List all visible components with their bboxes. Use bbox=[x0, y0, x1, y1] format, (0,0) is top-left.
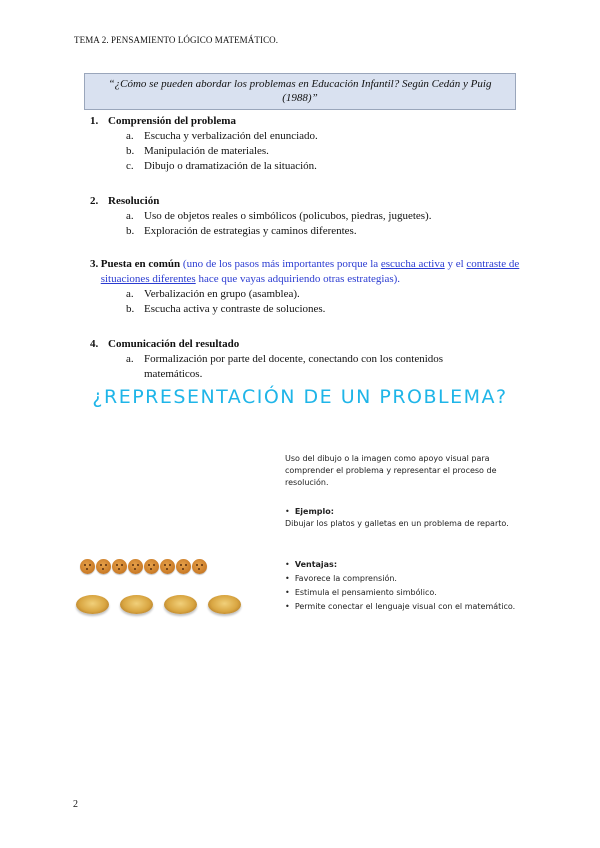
example-label: Ejemplo: bbox=[294, 507, 334, 516]
section-title: ¿REPRESENTACIÓN DE UN PROBLEMA? bbox=[92, 386, 508, 408]
sub-letter: a. bbox=[126, 130, 134, 142]
plate-icon bbox=[164, 595, 197, 614]
step-note-pre: (uno de los pasos más importantes porque la bbox=[180, 258, 381, 270]
sub-letter: a. bbox=[126, 353, 134, 365]
quote-line-1: “¿Cómo se pueden abordar los problemas en Educación Infantil? Según Cedán y Puig bbox=[108, 78, 492, 90]
cookie-icon bbox=[176, 559, 191, 574]
advantages-label: Ventajas: bbox=[294, 560, 338, 569]
page-header: TEMA 2. PENSAMIENTO LÓGICO MATEMÁTICO. bbox=[74, 35, 279, 45]
step-3-text bbox=[101, 257, 530, 287]
step-3 bbox=[90, 257, 530, 317]
cookie-icon bbox=[112, 559, 127, 574]
step-number: 4. bbox=[90, 338, 99, 350]
sub-letter: c. bbox=[126, 160, 134, 172]
plate-icon bbox=[76, 595, 109, 614]
step-4 bbox=[90, 337, 530, 382]
cookie-icon bbox=[80, 559, 95, 574]
step-note-post: hace que vayas adquiriendo otras estrategias). bbox=[195, 273, 401, 285]
step-title: Resolución bbox=[108, 195, 160, 207]
cookie-icon bbox=[128, 559, 143, 574]
plates-illustration bbox=[76, 595, 241, 614]
page-number: 2 bbox=[73, 799, 78, 810]
sub-text: Dibujo o dramatización de la situación. bbox=[144, 160, 317, 172]
panel-example: • Ejemplo: Dibujar los platos y galletas en un problema de reparto. bbox=[285, 506, 521, 530]
sub-text: Escucha activa y contraste de soluciones. bbox=[144, 303, 326, 315]
quote-box bbox=[84, 73, 516, 110]
advantage-item: Favorece la comprensión. bbox=[294, 574, 397, 583]
sub-text: Verbalización en grupo (asamblea). bbox=[144, 288, 300, 300]
step-title: Comunicación del resultado bbox=[108, 338, 240, 350]
plate-icon bbox=[208, 595, 241, 614]
sub-letter: a. bbox=[126, 288, 134, 300]
step-note-link-contraste: contraste de situaciones diferentes bbox=[100, 258, 520, 285]
cookie-icon bbox=[160, 559, 175, 574]
cookie-icon bbox=[144, 559, 159, 574]
advantage-item: Estimula el pensamiento simbólico. bbox=[294, 588, 437, 597]
step-number: 1. bbox=[90, 115, 99, 127]
example-text: Dibujar los platos y galletas en un problema de reparto. bbox=[285, 519, 509, 528]
sub-text: Formalización por parte del docente, conectando con los contenidos matemáticos. bbox=[144, 353, 444, 380]
sub-text: Manipulación de materiales. bbox=[144, 145, 269, 157]
sub-letter: a. bbox=[126, 210, 134, 222]
sub-text: Uso de objetos reales o simbólicos (policubos, piedras, juguetes). bbox=[144, 210, 432, 222]
step-1 bbox=[90, 114, 530, 174]
step-number: 2. bbox=[90, 195, 99, 207]
cookies-illustration bbox=[80, 559, 207, 574]
step-title: Puesta en común bbox=[100, 258, 181, 270]
sub-letter: b. bbox=[126, 145, 135, 157]
quote-line-2: (1988)” bbox=[282, 92, 318, 104]
advantage-item: Permite conectar el lenguaje visual con el matemático. bbox=[294, 602, 516, 611]
plate-icon bbox=[120, 595, 153, 614]
step-note-link-escucha: escucha activa bbox=[380, 258, 445, 270]
cookie-icon bbox=[96, 559, 111, 574]
sub-letter: b. bbox=[126, 225, 135, 237]
cookie-icon bbox=[192, 559, 207, 574]
step-note-mid: y el bbox=[444, 258, 467, 270]
panel-advantages: • Ventajas: • Favorece la comprensión. • Estimula el pensamiento simbólico. • Permite conectar el lenguaje visual con el matemático. bbox=[285, 560, 516, 611]
sub-letter: b. bbox=[126, 303, 135, 315]
sub-text: Exploración de estrategias y caminos diferentes. bbox=[144, 225, 357, 237]
panel-intro: Uso del dibujo o la imagen como apoyo visual para comprender el problema y representar el proceso de resolución. bbox=[285, 454, 497, 487]
step-number: 3. bbox=[90, 258, 99, 270]
step-title: Comprensión del problema bbox=[108, 115, 236, 127]
sub-text: Escucha y verbalización del enunciado. bbox=[144, 130, 318, 142]
step-2 bbox=[90, 194, 530, 239]
